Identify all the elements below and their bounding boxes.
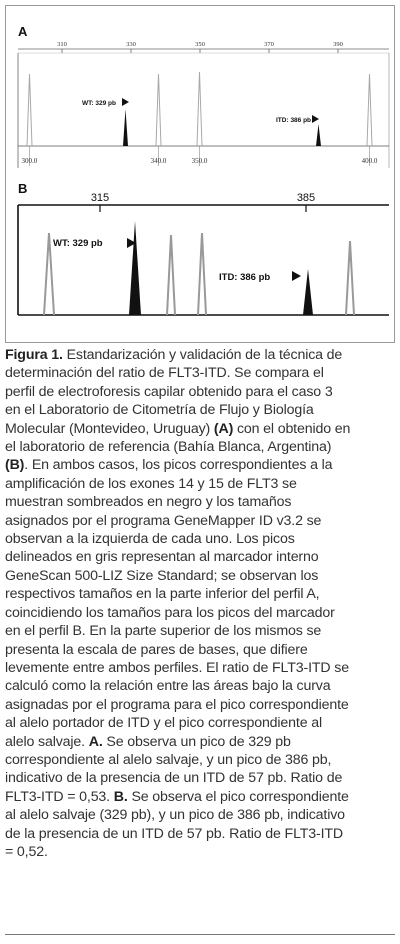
panel-a-top-tick-label: 330 — [126, 41, 136, 48]
caption-text: coincidiendo los tamaños para los picos del marcador — [5, 604, 335, 621]
panel-b-itd-arrow-icon — [292, 271, 301, 281]
caption-text: FLT3-ITD = 0,53. — [5, 788, 114, 805]
panel-b-top-tick-label: 385 — [296, 192, 316, 204]
caption-line — [5, 585, 397, 603]
panel-b-wt-peak — [129, 221, 141, 315]
panel-a-itd-peak — [316, 124, 321, 146]
caption-text: observan a la izquierda de cada uno. Los picos — [5, 531, 295, 548]
panel-b-wt-label: WT: 329 pb — [53, 238, 103, 249]
caption-line — [5, 401, 397, 419]
caption-line — [5, 604, 397, 622]
figure-caption — [5, 346, 397, 861]
caption-line — [5, 806, 397, 824]
caption-line — [5, 825, 397, 843]
panel-b-marker-peak-3 — [198, 233, 206, 315]
caption-line — [5, 659, 397, 677]
caption-text: determinación del ratio de FLT3-ITD. Se compara el — [5, 365, 324, 382]
panel-b-electropherogram — [18, 192, 389, 315]
caption-text: asignados por el programa GeneMapper ID v3.2 se — [5, 512, 322, 529]
panel-b-itd-label: ITD: 386 pb — [219, 272, 271, 283]
caption-text: alelo salvaje. — [5, 733, 89, 750]
caption-text: GeneScan 500-LIZ Size Standard; se observan los — [5, 567, 319, 584]
panel-a-label: A — [18, 24, 28, 39]
panel-b-marker-peak-4 — [346, 241, 354, 315]
caption-line — [5, 714, 397, 732]
caption-line — [5, 622, 397, 640]
caption-line — [5, 733, 397, 751]
caption-bold-text: (A) — [213, 420, 234, 437]
caption-text: Molecular (Montevideo, Uruguay) — [5, 420, 214, 437]
caption-line — [5, 548, 397, 566]
panel-a-wt-peak — [123, 109, 128, 146]
caption-line — [5, 769, 397, 787]
panel-a-size-label: 350.0 — [191, 157, 208, 165]
panel-a-top-tick-label: 370 — [264, 41, 274, 48]
caption-line — [5, 788, 397, 806]
electropherogram-figure — [6, 6, 394, 342]
caption-line — [5, 456, 397, 474]
panel-b-label: B — [18, 181, 28, 196]
caption-bold-text: B. — [113, 788, 128, 805]
caption-text: . En ambos casos, los picos correspondientes a la — [24, 457, 333, 474]
panel-a-marker-peak-350 — [197, 72, 202, 146]
panel-a-itd-label: ITD: 386 pb — [276, 117, 312, 124]
panel-b-top-tick-label: 315 — [90, 192, 110, 204]
panel-b-marker-peak-2 — [167, 235, 175, 315]
caption-line — [5, 346, 397, 364]
caption-text: en el perfil B. En la parte superior de los mismos se — [5, 623, 322, 640]
caption-text: Se observa el pico correspondiente — [127, 788, 349, 805]
caption-line — [5, 420, 397, 438]
caption-text: con el obtenido en — [233, 420, 351, 437]
panel-a-top-tick-label: 390 — [333, 41, 343, 48]
caption-line — [5, 438, 397, 456]
panel-a-size-label: 340.0 — [150, 157, 167, 165]
panel-a-size-label: 300.0 — [21, 157, 38, 165]
panel-a-wt-label: WT: 329 pb — [82, 100, 116, 107]
caption-line — [5, 530, 397, 548]
caption-text: levemente entre ambos perfiles. El ratio de FLT3-ITD se — [5, 659, 349, 676]
panel-b-itd-peak — [303, 269, 313, 315]
caption-text: Se observa un pico de 329 pb — [102, 733, 291, 750]
panel-a-marker-peak-400 — [367, 74, 372, 146]
caption-text: respectivos tamaños en la parte inferior del perfil A, — [5, 586, 320, 603]
caption-line — [5, 364, 397, 382]
caption-bold-text: A. — [88, 733, 103, 750]
panel-a-top-tick-label: 350 — [195, 41, 205, 48]
panel-a-wt-arrow-icon — [122, 98, 129, 106]
caption-text: Estandarización y validación de la técnica de — [62, 347, 343, 363]
panel-a-size-standard-peaks — [27, 72, 372, 146]
caption-text: al alelo salvaje (329 pb), y un pico de 386 pb, indicativo — [5, 807, 345, 824]
caption-text: en el Laboratorio de Citometría de Flujo y Biología — [5, 402, 314, 419]
caption-line — [5, 567, 397, 585]
caption-line — [5, 677, 397, 695]
caption-text: el laboratorio de referencia (Bahía Blanca, Argentina) — [5, 439, 332, 456]
figure-box — [5, 5, 395, 343]
panel-a-electropherogram — [18, 41, 389, 168]
bottom-divider — [5, 934, 395, 935]
caption-bold-text: (B) — [5, 457, 25, 474]
caption-line — [5, 383, 397, 401]
caption-text: = 0,52. — [5, 843, 48, 860]
caption-text: asignadas por el programa para el pico correspondiente — [5, 696, 349, 713]
caption-text: muestran sombreados en negro y los tamaños — [5, 494, 292, 511]
caption-text: perfil de electroforesis capilar obtenido para el caso 3 — [5, 383, 333, 400]
panel-b-top-ticks — [91, 192, 315, 212]
caption-text: delineados en gris representan al marcador interno — [5, 549, 319, 566]
caption-line — [5, 493, 397, 511]
panel-a-top-tick-label: 310 — [57, 41, 67, 48]
panel-a-size-label: 400.0 — [361, 157, 378, 165]
caption-text: presenta la escala de pares de bases, que difiere — [5, 641, 308, 658]
caption-text: de la presencia de un ITD de 57 pb. Ratio de FLT3-ITD — [5, 825, 343, 842]
panel-a-size-labels — [22, 146, 378, 166]
caption-line — [5, 843, 397, 861]
caption-text: indicativo de la presencia de un ITD de 57 pb. Ratio de — [5, 770, 343, 787]
caption-line — [5, 641, 397, 659]
panel-a-itd-arrow-icon — [312, 115, 319, 123]
caption-line — [5, 475, 397, 493]
panel-a-marker-peak-340 — [156, 74, 161, 146]
panel-a-marker-peak-300 — [27, 74, 32, 146]
panel-a-top-ticks — [57, 41, 343, 53]
caption-line — [5, 512, 397, 530]
caption-line — [5, 751, 397, 769]
caption-text: calculó como la relación entre las áreas bajo la curva — [5, 678, 331, 695]
caption-text: amplificación de los exones 14 y 15 de FLT3 se — [5, 475, 297, 492]
caption-bold-text: Figura 1. — [5, 347, 63, 363]
caption-text: al alelo portador de ITD y el pico correspondiente al — [5, 715, 322, 732]
caption-text: correspondiente al alelo salvaje, y un pico de 386 pb, — [5, 751, 332, 768]
caption-line — [5, 696, 397, 714]
